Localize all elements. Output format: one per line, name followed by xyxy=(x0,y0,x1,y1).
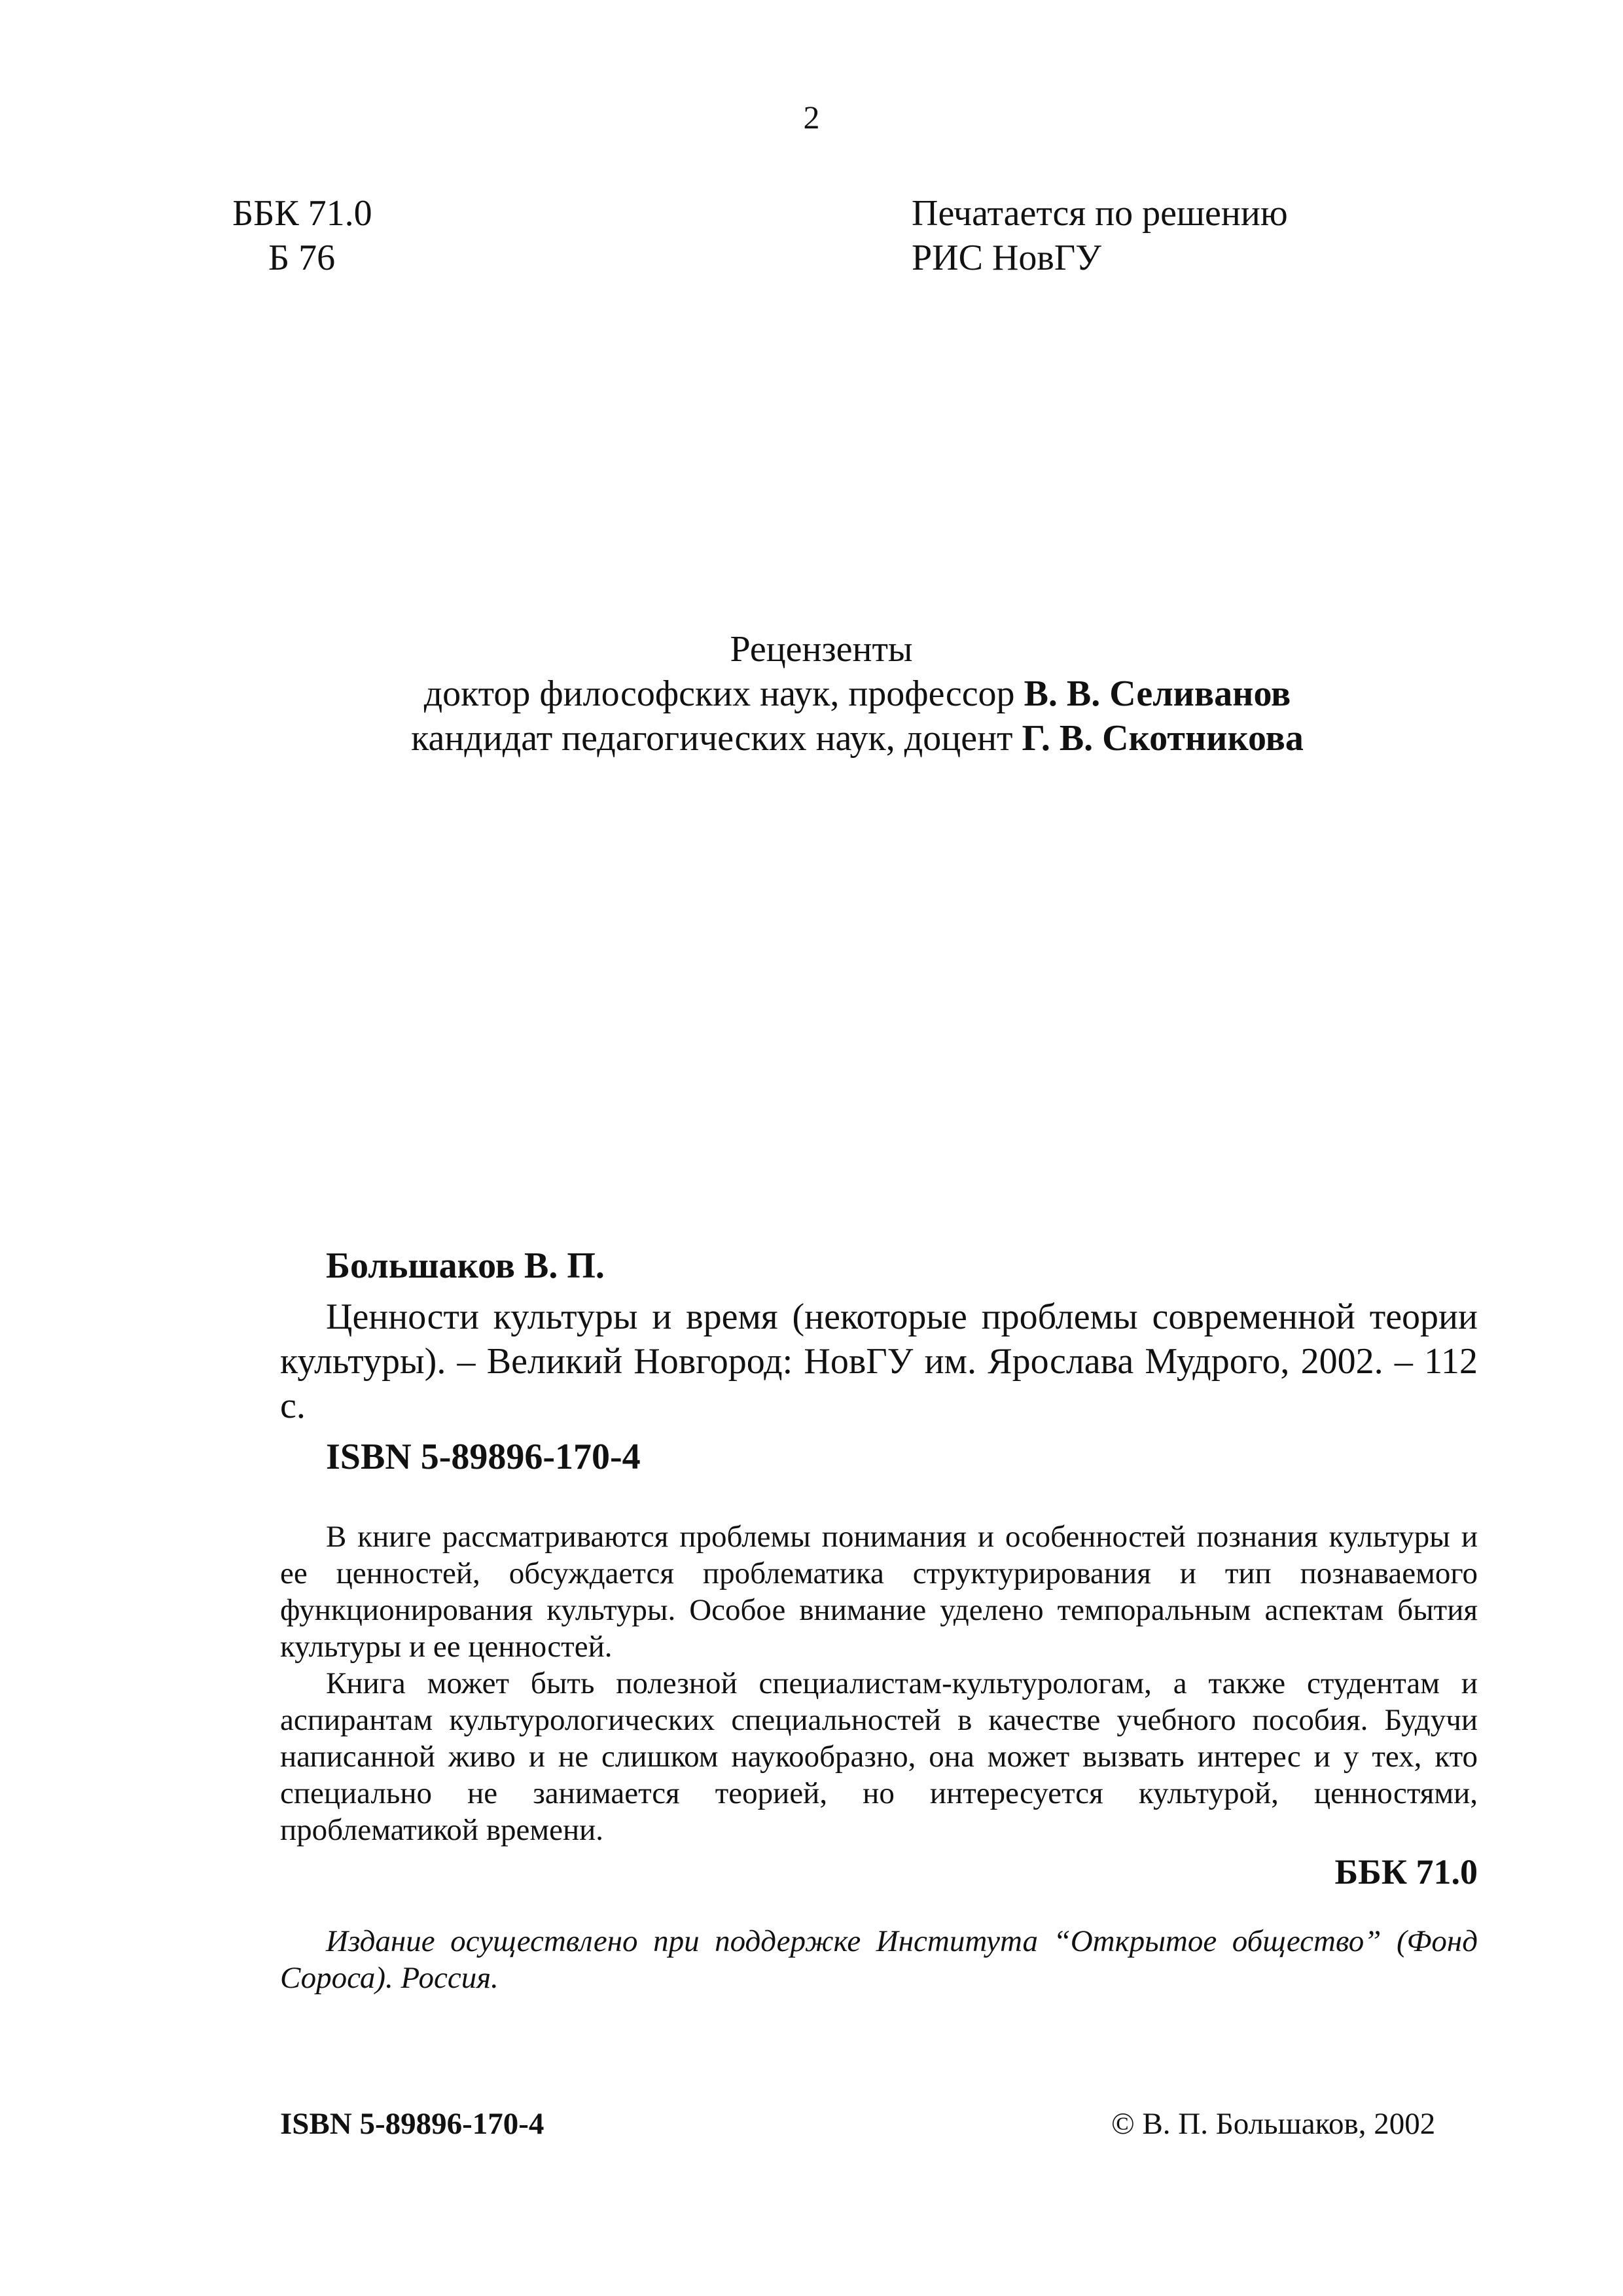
reviewers-title: Рецензенты xyxy=(730,629,913,670)
page-number: 2 xyxy=(803,99,820,135)
print-decision-line2: РИС НовГУ xyxy=(912,238,1101,278)
reviewers-block xyxy=(0,627,1623,761)
reviewer-2 xyxy=(0,716,1623,761)
footer-copyright: © В. П. Большаков, 2002 xyxy=(1111,2107,1436,2141)
reviewer-1-degree: доктор философских наук, профессор xyxy=(423,673,1015,714)
reviewer-1 xyxy=(0,672,1623,716)
annotation-paragraph-2: Книга может быть полезной специалистам-культурологам, а также студентам и аспирантам культурологических специальностей в качестве учебного пособия. Будучи написанной живо и не слишком наукообразно, она может вызвать интерес и у тех, кто специально не занимается теорией, но интересуется культурой, ценностями, проблематикой времени. xyxy=(280,1666,1478,1847)
author-mark: Б 76 xyxy=(268,238,336,278)
reviewer-2-degree: кандидат педагогических наук, доцент xyxy=(411,718,1013,759)
book-description: Ценности культуры и время (некоторые проблемы современной теории культуры). – Великий Новгород: НовГУ им. Ярослава Мудрого, 2002. – 112 с. xyxy=(280,1297,1478,1426)
print-decision-line1: Печатается по решению xyxy=(912,193,1288,234)
annotation-paragraph-1: В книге рассматриваются проблемы понимания и особенностей познания культуры и ее ценностей, обсуждается проблематика структурирования и тип познаваемого функционирования культуры. Особое внимание уделено темпоральным аспектам бытия культуры и ее ценностей. xyxy=(280,1520,1478,1664)
annotation-block xyxy=(280,1518,1478,1996)
reviewer-1-name: В. В. Селиванов xyxy=(1024,673,1291,714)
bbk-code: ББК 71.0 xyxy=(232,193,372,234)
reviewer-2-name: Г. В. Скотникова xyxy=(1022,718,1304,759)
footer-isbn: ISBN 5-89896-170-4 xyxy=(280,2107,544,2141)
book-author: Большаков В. П. xyxy=(326,1246,605,1286)
annotation-bbk: ББК 71.0 xyxy=(1334,1852,1478,1892)
print-decision-block xyxy=(912,191,1288,280)
classification-block xyxy=(232,191,372,280)
support-note: Издание осуществлено при поддержке Института “Открытое общество” (Фонд Сороса). Россия. xyxy=(280,1924,1478,1995)
bibliographic-record xyxy=(280,1244,1478,1479)
book-isbn: ISBN 5-89896-170-4 xyxy=(326,1437,641,1477)
